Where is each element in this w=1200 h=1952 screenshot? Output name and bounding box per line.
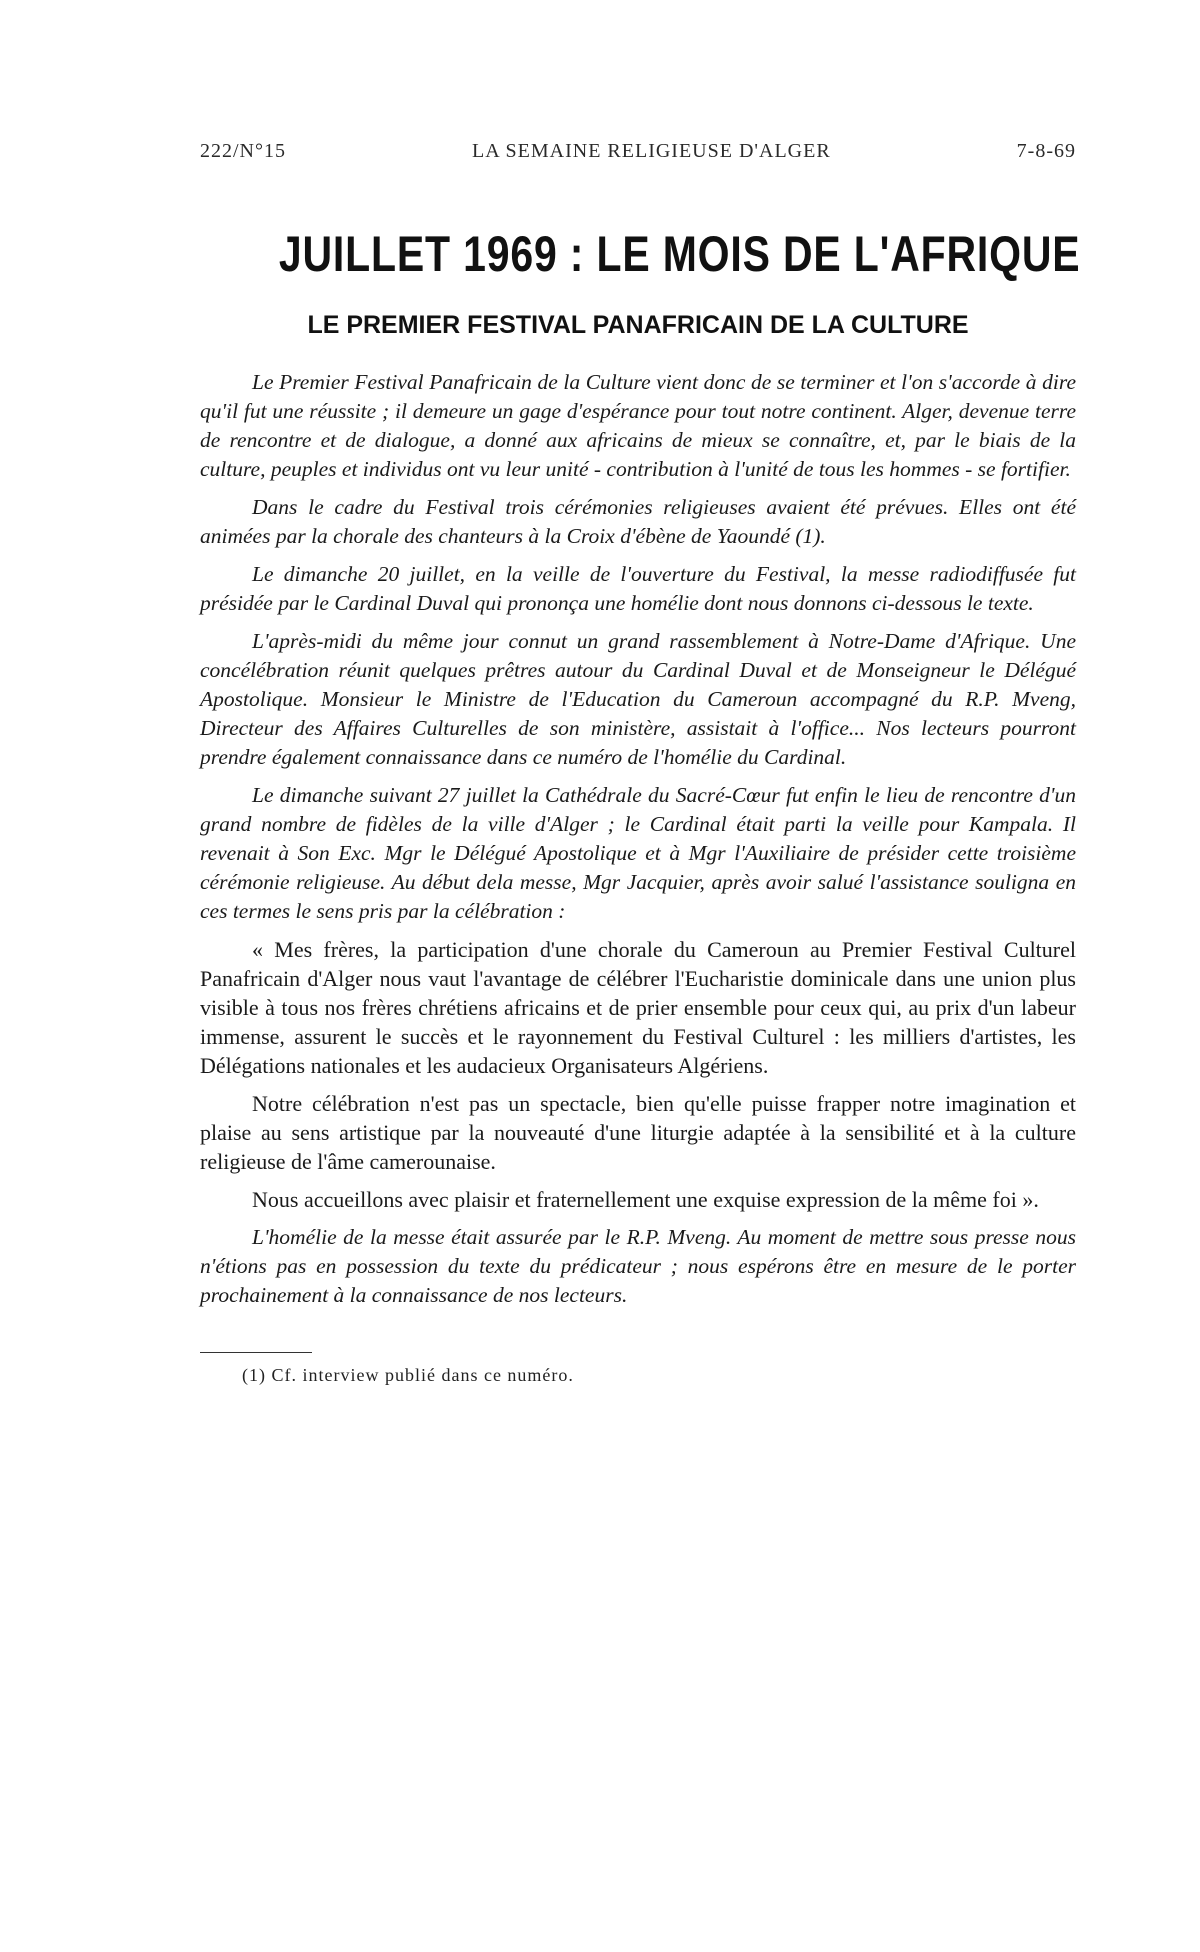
- article-body: [200, 368, 1076, 1310]
- page-number: 222/N°15: [200, 140, 286, 162]
- quote-paragraph: « Mes frères, la participation d'une chorale du Cameroun au Premier Festival Culturel Panafricain d'Alger nous vaut l'avantage de célébrer l'Eucharistie dominicale dans une union plus visible à tous nos frères chrétiens africains et de prier ensemble pour ceux qui, au prix d'un labeur immense, assurent le succès et le rayonnement du Festival Culturel : les milliers d'artistes, les Délégations nationales et les audacieux Organisateurs Algériens.: [200, 937, 1076, 1078]
- quote-paragraph: Notre célébration n'est pas un spectacle, bien qu'elle puisse frapper notre imagination et plaise au sens artistique par la nouveauté d'une liturgie adaptée à la sensibilité et à la culture religieuse de l'âme camerounaise.: [200, 1091, 1076, 1174]
- article-title: JUILLET 1969 : LE MOIS DE L'AFRIQUE: [278, 226, 1081, 282]
- issue-date: 7-8-69: [1016, 140, 1076, 162]
- paragraph: Dans le cadre du Festival trois cérémonies religieuses avaient été prévues. Elles ont été animées par la chorale des chanteurs à la Croix d'ébène de Yaoundé (1).: [200, 495, 1076, 548]
- paragraph: L'après-midi du même jour connut un grand rassemblement à Notre-Dame d'Afrique. Une concélébration réunit quelques prêtres autour du Cardinal Duval et de Monseigneur le Délégué Apostolique. Monsieur le Ministre de l'Education du Cameroun accompagné du R.P. Mveng, Directeur des Affaires Culturelles de son ministère, assistait à l'office... Nos lecteurs pourront prendre également connaissance dans ce numéro de l'homélie du Cardinal.: [200, 629, 1076, 769]
- footnote-divider: [200, 1352, 312, 1353]
- quote-paragraph: Nous accueillons avec plaisir et fraternellement une exquise expression de la même foi ».: [252, 1187, 1039, 1212]
- paragraph: Le dimanche suivant 27 juillet la Cathédrale du Sacré-Cœur fut enfin le lieu de rencontre d'un grand nombre de fidèles de la ville d'Alger ; le Cardinal était parti la veille pour Kampala. Il revenait à Son Exc. Mgr le Délégué Apostolique et à Mgr l'Auxiliaire de présider cette troisième cérémonie religieuse. Au début dela messe, Mgr Jacquier, après avoir salué l'assistance souligna en ces termes le sens pris par la célébration :: [200, 783, 1076, 923]
- closing-paragraph: L'homélie de la messe était assurée par le R.P. Mveng. Au moment de mettre sous presse nous n'étions pas en possession du texte du prédicateur ; nous espérons être en mesure de le porter prochainement à la connaissance de nos lecteurs.: [200, 1225, 1076, 1307]
- paragraph: Le Premier Festival Panafricain de la Culture vient donc de se terminer et l'on s'accorde à dire qu'il fut une réussite ; il demeure un gage d'espérance pour tout notre continent. Alger, devenue terre de rencontre et de dialogue, a donné aux africains de mieux se connaître, et, par le biais de la culture, peuples et individus ont vu leur unité - contribution à l'unité de tous les hommes - se fortifier.: [200, 370, 1076, 481]
- running-header: [200, 140, 1076, 163]
- footnote: (1) Cf. interview publié dans ce numéro.: [242, 1365, 574, 1385]
- paragraph: Le dimanche 20 juillet, en la veille de l'ouverture du Festival, la messe radiodiffusée fut présidée par le Cardinal Duval qui prononça une homélie dont nous donnons ci-dessous le texte.: [200, 562, 1076, 615]
- article-subtitle: LE PREMIER FESTIVAL PANAFRICAIN DE LA CULTURE: [307, 311, 969, 339]
- publication-name: LA SEMAINE RELIGIEUSE D'ALGER: [471, 140, 831, 162]
- document-page: [200, 140, 1081, 1386]
